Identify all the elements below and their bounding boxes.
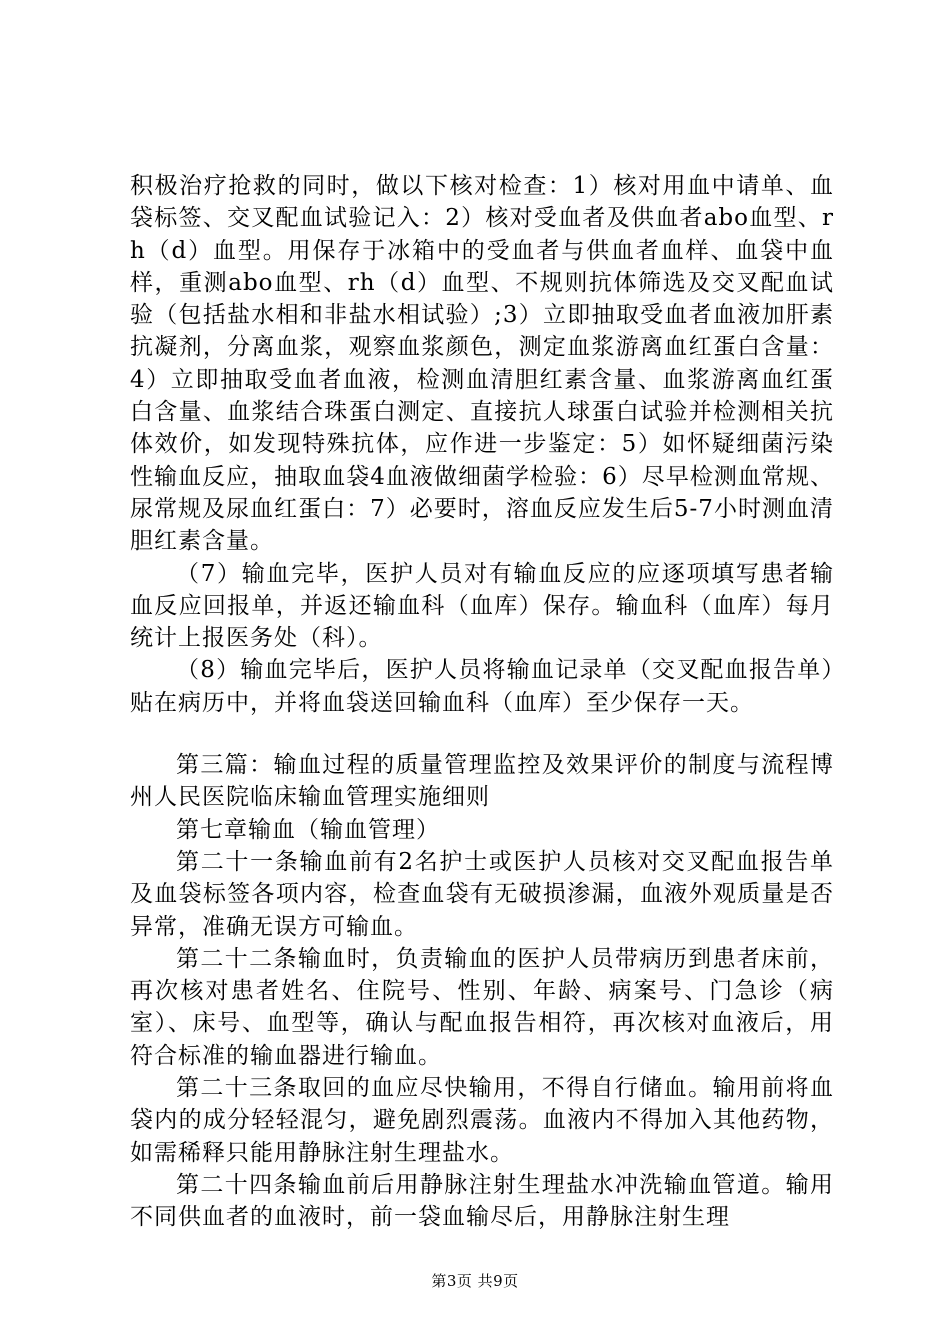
article-24: 第二十四条输血前后用静脉注射生理盐水冲洗输血管道。输用不同供血者的血液时，前一袋血输尽后，用静脉注射生理 bbox=[130, 1171, 834, 1231]
chapter-heading: 第七章输血（输血管理） bbox=[176, 816, 440, 843]
article-23: 第二十三条取回的血应尽快输用，不得自行储血。输用前将血袋内的成分轻轻混匀，避免剧烈震荡。血液内不得加入其他药物，如需稀释只能用静脉注射生理盐水。 bbox=[130, 1075, 834, 1166]
paragraph-lab-checks: 积极治疗抢救的同时，做以下核对检查：1）核对用血中请单、血袋标签、交叉配血试验记入：2）核对受血者及供血者abo血型、rh（d）血型。用保存于冰箱中的受血者与供血者血样、血袋中血样，重测abo血型、rh（d）血型、不规则抗体筛选及交叉配血试验（包括盐水相和非盐水相试验）;3）立即抽取受血者血液加肝素抗凝剂，分离血浆，观察血浆颜色，测定血浆游离血红蛋白含量：4）立即抽取受血者血液，检测血清胆红素含量、血浆游离血红蛋白含量、血浆结合珠蛋白测定、直接抗人球蛋白试验并检测相关抗体效价，如发现特殊抗体，应作进一步鉴定：5）如怀疑细菌污染性输血反应，抽取血袋4血液做细菌学检验：6）尽早检测血常规、尿常规及尿血红蛋白：7）必要时，溶血反应发生后5-7小时测血清胆红素含量。 bbox=[130, 173, 834, 555]
article-21: 第二十一条输血前有2名护士或医护人员核对交叉配血报告单及血袋标签各项内容，检查血袋有无破损渗漏，血液外观质量是否异常，准确无误方可输血。 bbox=[130, 848, 834, 940]
paragraph-item-7: （7）输血完毕，医护人员对有输血反应的应逐项填写患者输血反应回报单，并返还输血科（血库）保存。输血科（血库）每月统计上报医务处（科）。 bbox=[130, 560, 834, 652]
section-heading: 第三篇：输血过程的质量管理监控及效果评价的制度与流程博州人民医院临床输血管理实施细则 bbox=[130, 752, 834, 811]
section-gap bbox=[130, 719, 834, 749]
page-number-footer: 第3页 共9页 bbox=[431, 1272, 519, 1290]
document-body bbox=[130, 170, 834, 1234]
article-22: 第二十二条输血时，负责输血的医护人员带病历到患者床前，再次核对患者姓名、住院号、性别、年龄、病案号、门急诊（病室）、床号、血型等，确认与配血报告相符，再次核对血液后，用符合标准的输血器进行输血。 bbox=[130, 945, 834, 1069]
paragraph-item-8: （8）输血完毕后，医护人员将输血记录单（交叉配血报告单）贴在病历中，并将血袋送回输血科（血库）至少保存一天。 bbox=[130, 657, 834, 716]
